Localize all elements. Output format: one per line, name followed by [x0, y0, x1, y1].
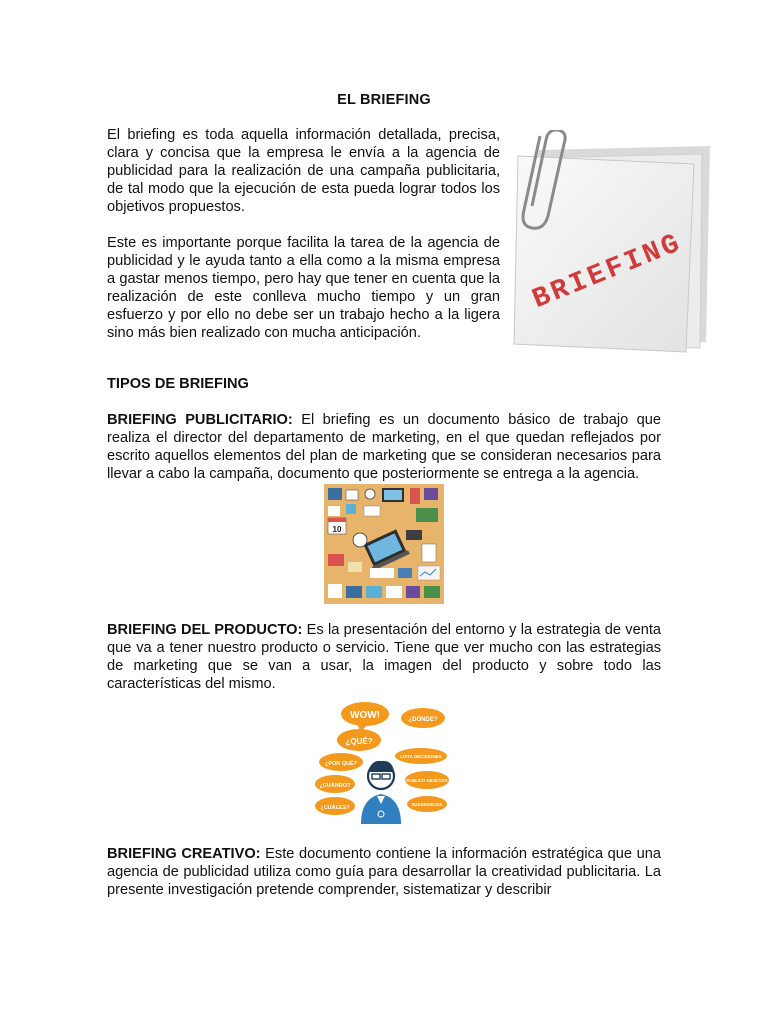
section-label: BRIEFING DEL PRODUCTO:	[107, 622, 303, 638]
section-producto	[107, 621, 661, 693]
bubble-text: ¿CUÁLES?	[320, 805, 350, 811]
section-creativo	[107, 845, 661, 899]
bubble-text: SUGERENCIAS	[411, 802, 443, 807]
bubble-text: ¿POR QUÉ?	[324, 761, 358, 767]
briefing-paper-illustration	[510, 130, 718, 358]
bubble-text: ¿CUÁNDO?	[319, 783, 351, 789]
briefing-paper-image	[510, 130, 718, 358]
questions-illustration-image	[305, 700, 451, 824]
marketing-infographic-image	[324, 484, 444, 604]
section-label: BRIEFING PUBLICITARIO:	[107, 412, 293, 428]
section-text: Es la presentación del entorno y la estrategia de venta que va a tener nuestro producto o servicio. Tiene que ver mucho con las estrategias de marketing que se van a usar, la imagen del producto y sobre todo las características del mismo.	[107, 622, 661, 692]
bubble-text: LISTA DECISIONES	[400, 754, 442, 759]
section-text: El briefing es un documento básico de trabajo que realiza el director del departamento de marketing, en el que quedan reflejados por escrito aquellos elementos del plan de marketing que se consideran necesarios para llevar a cabo la campaña, documento que posteriormente se entrega a la agencia.	[107, 412, 661, 482]
bubble-text: PUBLICO OBJETIVO	[406, 778, 448, 783]
person-icon	[361, 761, 401, 824]
marketing-illustration	[324, 484, 444, 604]
bubble-text: WOW!	[350, 710, 380, 721]
briefing-stamp-text: BRIEFING	[528, 227, 687, 317]
page-title: EL BRIEFING	[337, 92, 431, 108]
calendar-day: 10	[332, 525, 342, 534]
section-text: Este documento contiene la información estratégica que una agencia de publicidad utiliza como guía para desarrollar la creatividad publicitaria. La presente investigación pretende comprender, sistematizar y describir	[107, 846, 662, 898]
bubble-text: ¿DÓNDE?	[408, 717, 438, 723]
types-heading: TIPOS DE BRIEFING	[107, 376, 249, 392]
intro-paragraph-1: El briefing es toda aquella información detallada, precisa, clara y concisa que la empresa le envía a la agencia de publicidad para la realización de una campaña publicitaria, de tal modo que la ejecución de esta pueda lograr todos los objetivos propuestos.	[107, 127, 500, 215]
bubble-text: ¿QUÉ?	[345, 737, 373, 746]
section-publicitario	[107, 411, 661, 483]
speech-bubbles-illustration	[305, 700, 451, 824]
intro-paragraph-2: Este es importante porque facilita la tarea de la agencia de publicidad y le ayuda tanto a ella como a la misma empresa a gastar menos tiempo, pero hay que tener en cuenta que la realización de este conlleva mucho tiempo y un gran esfuerzo y por ello no debe ser un trabajo hecho a la ligera sino más bien realizado con mucha anticipación.	[107, 235, 500, 341]
section-label: BRIEFING CREATIVO:	[107, 846, 261, 862]
